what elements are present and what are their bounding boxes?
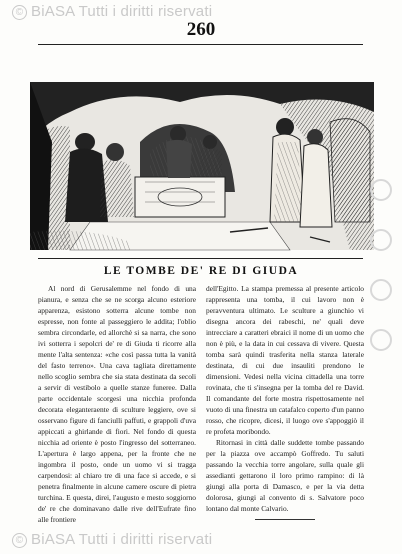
paragraph: Al nord di Gerusalemme nel fondo di una pianura, e senza che se ne scorga alcuno esteriore apparenza, esistono sotterra alcune tombe non espresse, non fonte al passeggiero le addita; l'oblio sembra circondarle, ed allorchè si sa narra, che sono ivi sotterra i sepolcri de' re di Giuda ti ricorre alla mente l'alta sentenza: «che così passa tutta la vanità del fasto terreno». Una cava tagliata direttamente nello scoglio sembra che sia stata destinata da secoli a servir di vestibolo a quelle stanze funeree. Dalla parte occidentale scorgesi una nicchia profonda decorata eleganteraente di sculture leggiere, ove si osservano figure di fanciulli paffuti, e grappoli d'uva appiccati a ghirlande di fiori. Nel fondo di questa nicchia ad oriente è posto l'ingresso del sotterraneo. L'apertura è largo appena, per la fronte che ne ingombra il posto, onde un uomo vi si tragga carpendosi: al chiaro tre di una face si accede, e si penetra finalmente in alcune camere oscure di pietra turchina. E questa, direi, l'augusto e mesto soggiorno de' re che dominavano dalle rive dell'Eufrate fino alle frontiere <box>38 284 196 524</box>
engraving-illustration <box>30 82 374 250</box>
text-column-right <box>206 283 364 513</box>
watermark-side-stamp <box>368 160 394 380</box>
article-title: LE TOMBE DE' RE DI GIUDA <box>103 265 299 277</box>
text-column-left <box>38 283 196 524</box>
header-rule <box>38 44 363 45</box>
page-number: 260 <box>186 19 216 40</box>
watermark-text: BiASA Tutti i diritti riservati <box>31 3 213 20</box>
copyright-icon: © <box>12 5 27 20</box>
watermark-top <box>12 3 212 20</box>
copyright-icon: © <box>12 533 27 548</box>
title-rule <box>38 258 363 259</box>
paragraph: Ritornasi in città dalle suddette tombe passando per la piazza ove accampò Goffredo. Tu saluti passando la vecchia torre angolare, sulla quale gli assedianti gettarono il loro primo rampino: di là giungi alla porta di Damasco, e per la via detta dolorosa, giungi al convento di s. Salvatore poco lontano dal monte Calvario. <box>206 438 364 513</box>
watermark-text: BiASA Tutti i diritti riservati <box>31 531 213 548</box>
article-body <box>38 283 364 524</box>
watermark-bottom <box>12 531 212 548</box>
end-rule <box>255 519 315 520</box>
paragraph: dell'Egitto. La stampa premessa al presente articolo rappresenta una tomba, il cui lavoro non è peravventura ultimato. Le sculture a giunchio vi disegna ancora dei rabeschi, ne' quali deve intrecciare a caratteri ebraici il nome di un uomo che non è più, e la data in cui cessava di vivere. Questa tomba sarà quindi trasferita nella stanza laterale destinata, di cui due insauliti prendono le dimensioni. Vedesi nella vicina cittadella una torre rovinata, che ti s'insegna per la tomba del re David. Il comandante del forte mostra rispettosamente nel vuoto di una finestra un catafalco coperto d'un panno rosso, che ricopre, dicesi, il luogo ove s'appoggiò il re profeta moribondo. <box>206 284 364 436</box>
